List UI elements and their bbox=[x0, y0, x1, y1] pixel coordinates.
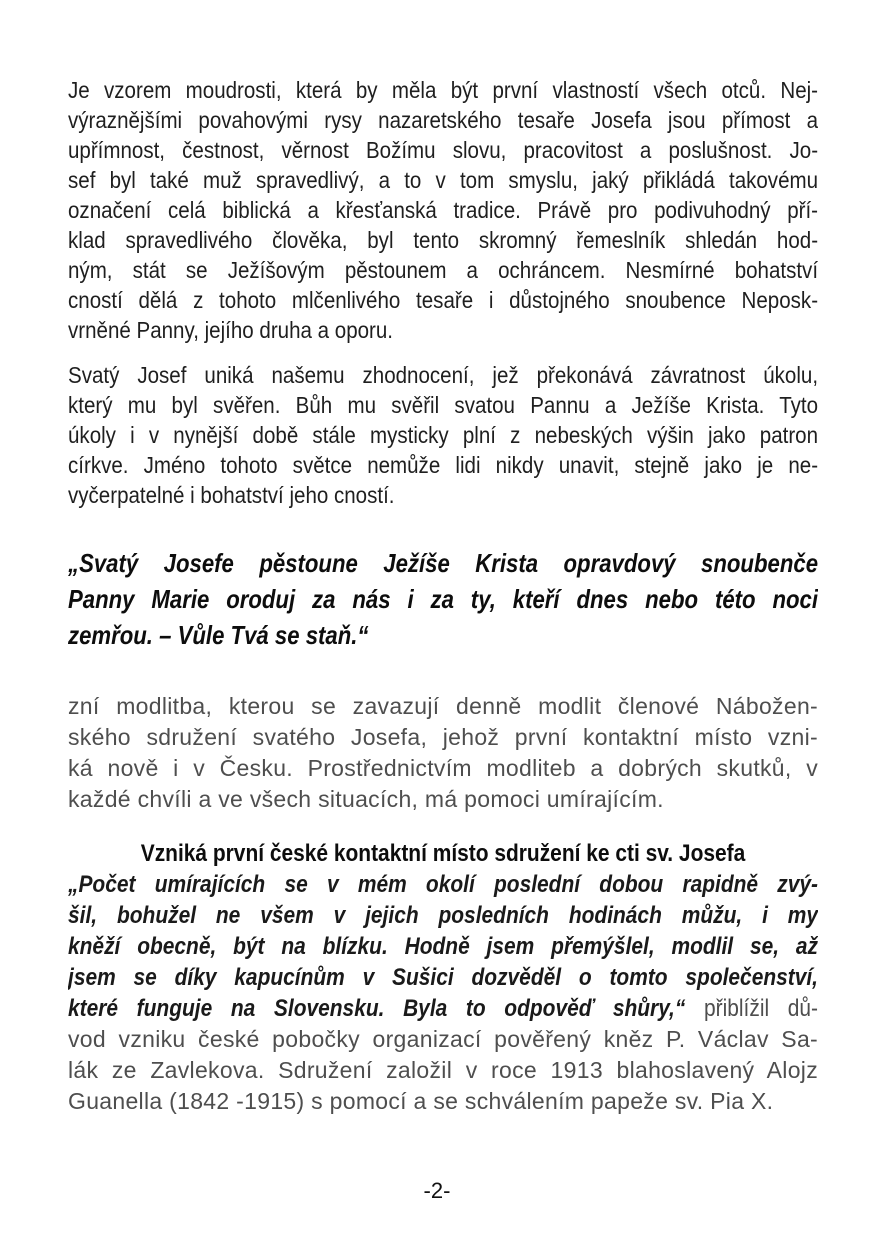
page-number: -2- bbox=[423, 1178, 451, 1203]
text-line: Guanella (1842 -1915) s pomocí a se schválením papeže sv. Pia X. bbox=[68, 1088, 774, 1114]
quote-line: Panny Marie oroduj za nás i za ty, kteří dnes nebo této noci bbox=[68, 584, 819, 614]
section-heading: Vzniká první české kontaktní místo sdružení ke cti sv. Josefa bbox=[140, 840, 746, 867]
body-paragraph-1 bbox=[68, 75, 818, 345]
body-paragraph-2 bbox=[68, 360, 818, 510]
text-line: církve. Jméno tohoto světce nemůže lidi nikdy unavit, stejně jako je ne- bbox=[68, 452, 819, 478]
text-line: vrněné Panny, jejího druha a oporu. bbox=[68, 317, 394, 343]
text-line: každé chvíli a ve všech situacích, má pomoci umírajícím. bbox=[68, 786, 664, 812]
text-line: ského sdružení svatého Josefa, jehož první kontaktní místo vzni- bbox=[68, 724, 818, 750]
text-line: sef byl také muž spravedlivý, a to v tom smyslu, jaký přikládá takovému bbox=[68, 167, 819, 193]
quote-line: „Svatý Josefe pěstoune Ježíše Krista opravdový snoubenče bbox=[68, 548, 819, 578]
text-line: upřímnost, čestnost, věrnost Božímu slovu, pracovitost a poslušnost. Jo- bbox=[68, 137, 819, 163]
interview-split-line bbox=[68, 993, 818, 1024]
text-line: lák ze Zavlekova. Sdružení založil v roce 1913 blahoslavený Alojz bbox=[68, 1057, 818, 1083]
prayer-quote bbox=[68, 545, 818, 653]
page-content bbox=[68, 75, 818, 1117]
text-line: výraznějšími povahovými rysy nazaretského tesaře Josefa jsou přímost a bbox=[68, 107, 819, 133]
text-line: vyčerpatelné i bohatství jeho cností. bbox=[68, 482, 395, 508]
text-line: vod vzniku české pobočky organizací pověřený kněz P. Václav Sa- bbox=[68, 1026, 818, 1052]
text-line: Je vzorem moudrosti, která by měla být první vlastností všech otců. Nej- bbox=[68, 77, 819, 103]
interview-attribution bbox=[68, 1024, 818, 1117]
interview-attribution-start: přiblížil dů- bbox=[703, 995, 819, 1022]
text-line: který mu byl svěřen. Bůh mu svěřil svatou Pannu a Ježíše Krista. Tyto bbox=[68, 392, 819, 418]
text-line: ným, stát se Ježíšovým pěstounem a ochráncem. Nesmírné bohatství bbox=[68, 257, 819, 283]
text-line: ká nově i v Česku. Prostřednictvím modliteb a dobrých skutků, v bbox=[68, 755, 818, 781]
text-line: úkoly i v nynější době stále mysticky plní z nebeských výšin jako patron bbox=[68, 422, 819, 448]
quote-line: šil, bohužel ne všem v jejich posledních hodinách můžu, i my bbox=[68, 902, 819, 929]
text-line: klad spravedlivého člověka, byl tento skromný řemeslník shledán hod- bbox=[68, 227, 819, 253]
text-line: Svatý Josef uniká našemu zhodnocení, jež překonává závratnost úkolu, bbox=[68, 362, 819, 388]
quote-line: „Počet umírajících se v mém okolí poslední dobou rapidně zvý- bbox=[68, 871, 819, 898]
quote-line: kněží obecně, být na blízku. Hodně jsem přemýšlel, modlil se, až bbox=[68, 933, 819, 960]
quote-line: zemřou. – Vůle Tvá se staň.“ bbox=[68, 620, 369, 650]
quote-line: jsem se díky kapucínům v Sušici dozvěděl o tomto společenství, bbox=[68, 964, 819, 991]
text-line: cností dělá z tohoto mlčenlivého tesaře i důstojného snoubence Neposk- bbox=[68, 287, 819, 313]
interview-quote-end: které funguje na Slovensku. Byla to odpověď shůry,“ bbox=[68, 995, 686, 1022]
interview-quote bbox=[68, 869, 818, 1024]
prayer-source-paragraph bbox=[68, 691, 818, 815]
text-line: označení celá biblická a křesťanská tradice. Právě pro podivuhodný pří- bbox=[68, 197, 819, 223]
text-line: zní modlitba, kterou se zavazují denně modlit členové Nábožen- bbox=[68, 693, 818, 719]
